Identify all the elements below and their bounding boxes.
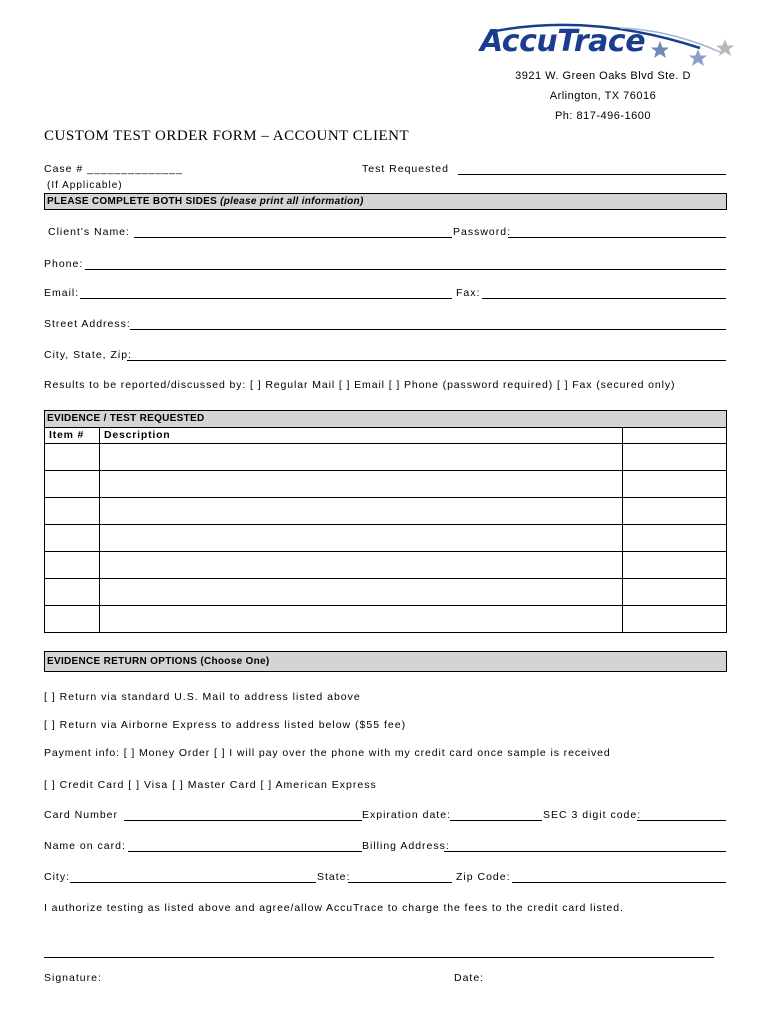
item-cell[interactable]: [45, 552, 100, 579]
table-row: [45, 444, 727, 471]
password-field[interactable]: [508, 237, 726, 238]
return-option-airborne[interactable]: [ ] Return via Airborne Express to address listed below ($55 fee): [44, 719, 407, 731]
fax-label: Fax:: [456, 287, 481, 299]
item-cell[interactable]: [45, 471, 100, 498]
col-extra-header: [623, 428, 727, 444]
city-label: City:: [44, 871, 70, 883]
clients-name-label: Client's Name:: [48, 226, 130, 238]
table-row: [45, 579, 727, 606]
expiration-date-field[interactable]: [450, 820, 542, 821]
extra-cell[interactable]: [623, 498, 727, 525]
signature-date-line[interactable]: [44, 957, 714, 958]
table-row: [45, 471, 727, 498]
phone-label: Phone:: [44, 258, 84, 270]
results-reporting-options[interactable]: Results to be reported/discussed by: [ ] Regular Mail [ ] Email [ ] Phone (password required) [ ] Fax (secured only): [44, 379, 676, 391]
test-requested-field[interactable]: [458, 174, 726, 175]
fax-field[interactable]: [482, 298, 726, 299]
company-address: [493, 66, 713, 126]
evidence-table: [44, 427, 727, 633]
address-line-2: Arlington, TX 76016: [549, 90, 657, 102]
city-state-zip-label: City, State, Zip:: [44, 349, 132, 361]
item-cell[interactable]: [45, 444, 100, 471]
city-state-zip-field[interactable]: [127, 360, 726, 361]
extra-cell[interactable]: [623, 444, 727, 471]
expiration-date-label: Expiration date:: [362, 809, 451, 821]
star-icon: [715, 38, 735, 58]
description-cell[interactable]: [99, 606, 622, 633]
extra-cell[interactable]: [623, 606, 727, 633]
star-icon: [688, 48, 708, 68]
item-cell[interactable]: [45, 606, 100, 633]
password-label: Password:: [453, 226, 512, 238]
section-bar-complete-both-sides: [44, 193, 727, 210]
card-number-field[interactable]: [124, 820, 362, 821]
company-phone: Ph: 817-496-1600: [554, 110, 652, 122]
extra-cell[interactable]: [623, 552, 727, 579]
table-row: [45, 552, 727, 579]
case-number-field[interactable]: Case # ______________: [44, 163, 183, 175]
return-option-us-mail[interactable]: [ ] Return via standard U.S. Mail to address listed above: [44, 691, 361, 703]
description-cell[interactable]: [99, 552, 622, 579]
col-description-header: Description: [99, 428, 622, 444]
item-cell[interactable]: [45, 525, 100, 552]
table-header-row: [45, 428, 727, 444]
if-applicable-note: (If Applicable): [47, 180, 123, 191]
card-type-options[interactable]: [ ] Credit Card [ ] Visa [ ] Master Card [ ] American Express: [44, 779, 377, 791]
name-on-card-label: Name on card:: [44, 840, 126, 852]
logo-text: AccuTrace: [480, 24, 646, 59]
phone-field[interactable]: [85, 269, 726, 270]
col-item-header: Item #: [45, 428, 100, 444]
card-number-label: Card Number: [44, 809, 119, 821]
state-label: State:: [317, 871, 351, 883]
table-row: [45, 606, 727, 633]
payment-info-options[interactable]: Payment info: [ ] Money Order [ ] I will pay over the phone with my credit card once sample is received: [44, 747, 611, 759]
clients-name-field[interactable]: [134, 237, 452, 238]
billing-address-field[interactable]: [444, 851, 726, 852]
section-bar-note: (please print all information): [220, 196, 364, 207]
description-cell[interactable]: [99, 498, 622, 525]
item-cell[interactable]: [45, 498, 100, 525]
section-bar-title: PLEASE COMPLETE BOTH SIDES: [47, 196, 218, 207]
city-field[interactable]: [70, 882, 316, 883]
email-field[interactable]: [80, 298, 452, 299]
description-cell[interactable]: [99, 579, 622, 606]
table-row: [45, 525, 727, 552]
address-line-1: 3921 W. Green Oaks Blvd Ste. D: [515, 70, 691, 82]
sec-code-label: SEC 3 digit code:: [543, 809, 642, 821]
description-cell[interactable]: [99, 444, 622, 471]
date-label: Date:: [454, 972, 485, 984]
street-address-field[interactable]: [130, 329, 726, 330]
test-requested-label: Test Requested: [362, 163, 449, 175]
billing-address-label: Billing Address:: [362, 840, 450, 852]
signature-label: Signature:: [44, 972, 102, 984]
form-title: CUSTOM TEST ORDER FORM – ACCOUNT CLIENT: [44, 128, 410, 144]
item-cell[interactable]: [45, 579, 100, 606]
evidence-bar-title: EVIDENCE / TEST REQUESTED: [47, 413, 205, 424]
name-on-card-field[interactable]: [128, 851, 362, 852]
description-cell[interactable]: [99, 525, 622, 552]
description-cell[interactable]: [99, 471, 622, 498]
section-bar-evidence: [44, 410, 727, 428]
return-options-bar-title: EVIDENCE RETURN OPTIONS (Choose One): [47, 656, 270, 667]
zip-code-field[interactable]: [512, 882, 726, 883]
logo: [470, 18, 740, 68]
star-icon: [650, 40, 670, 60]
section-bar-return-options: [44, 651, 727, 672]
table-row: [45, 498, 727, 525]
email-label: Email:: [44, 287, 80, 299]
street-address-label: Street Address:: [44, 318, 131, 330]
extra-cell[interactable]: [623, 579, 727, 606]
zip-code-label: Zip Code:: [456, 871, 511, 883]
state-field[interactable]: [348, 882, 452, 883]
authorization-statement: I authorize testing as listed above and agree/allow AccuTrace to charge the fees to the credit card listed.: [44, 902, 624, 914]
sec-code-field[interactable]: [637, 820, 726, 821]
extra-cell[interactable]: [623, 471, 727, 498]
extra-cell[interactable]: [623, 525, 727, 552]
